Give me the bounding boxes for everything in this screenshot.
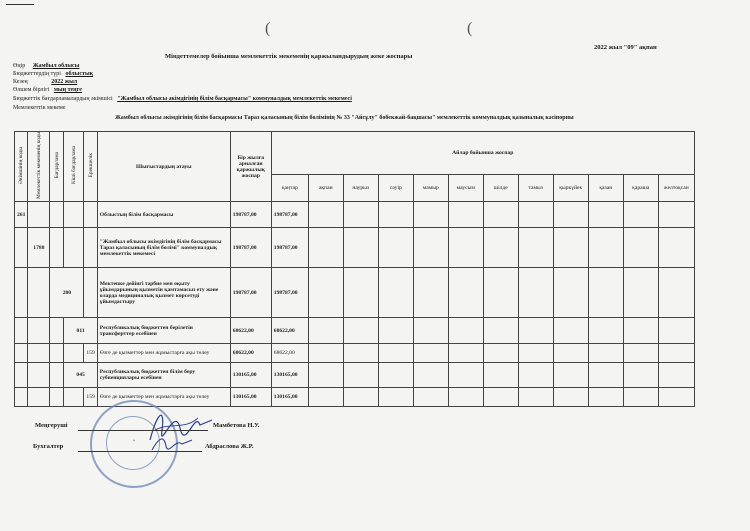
table-row bbox=[15, 318, 695, 344]
accountant-label: Бухгалтер bbox=[33, 443, 64, 450]
table-row bbox=[15, 268, 695, 318]
plan-table bbox=[14, 131, 695, 407]
month-header: қараша bbox=[623, 175, 658, 202]
document-date: 2022 жыл "09" ақпан bbox=[594, 44, 657, 51]
header-months-group: Айлар бойынша жоспар bbox=[271, 132, 694, 175]
month-header: ақпан bbox=[308, 175, 343, 202]
official-seal-image: ✦ bbox=[90, 400, 178, 488]
header-inst: Мемлекеттік мекеменің коды bbox=[28, 132, 50, 202]
jan-cell: 198787,00 bbox=[271, 202, 308, 228]
meta-value: мың теңге bbox=[53, 87, 82, 93]
name-cell: Мектепке дейінгі тәрбие мен оқыту ұйымдарының қызметін қамтамасыз ету және оларда медициналық қызмет көрсетуді ұйымдастыру bbox=[97, 268, 230, 318]
annual-cell: 68622,00 bbox=[230, 344, 271, 363]
head-signature-line bbox=[78, 430, 208, 431]
code-cell: 159 bbox=[84, 344, 97, 363]
scan-mark: ( bbox=[467, 20, 473, 37]
institution-name: Жамбыл облысы әкімдігінің білім басқармасы Тараз қаласының білім бөлімінің № 33 "Айсұлу" бөбекжай-бақшасы" мемлекеттік коммуналдық қазыналық кәсіпорны bbox=[115, 115, 574, 121]
head-name: Мамбетова Н.У. bbox=[213, 422, 260, 429]
code-cell: 1788 bbox=[28, 228, 50, 268]
annual-cell: 198787,00 bbox=[230, 268, 271, 318]
meta-label: Өңір bbox=[13, 63, 26, 69]
meta-label: Бюджеттердің түрі bbox=[13, 71, 61, 77]
name-cell: Өзге де қызметтер мен жұмыстарға ақы төлеу bbox=[97, 344, 230, 363]
name-cell: "Жамбыл облысы әкімдігінің білім басқармасы Тараз қаласының білім бөлімі" коммуналдық мемлекеттік мекемесі bbox=[97, 228, 230, 268]
month-header: шілде bbox=[483, 175, 518, 202]
meta-period bbox=[13, 78, 77, 86]
month-header: наурыз bbox=[343, 175, 378, 202]
code-cell: 200 bbox=[50, 268, 84, 318]
table-row bbox=[15, 344, 695, 363]
meta-unit bbox=[13, 86, 82, 94]
jan-cell: 198787,00 bbox=[271, 228, 308, 268]
header-func: Әкімшінің коды bbox=[15, 132, 28, 202]
jan-cell: 130165,00 bbox=[271, 363, 308, 388]
table-row bbox=[15, 228, 695, 268]
accountant-signature-line bbox=[78, 451, 202, 452]
jan-cell: 130165,00 bbox=[271, 388, 308, 407]
meta-region bbox=[13, 62, 79, 70]
month-header: қыркүйек bbox=[553, 175, 588, 202]
header-prog: Бағдарлама bbox=[50, 132, 64, 202]
annual-cell: 130165,00 bbox=[230, 388, 271, 407]
header-name: Шығыстардың атауы bbox=[97, 132, 230, 202]
head-label: Меңгеруші bbox=[35, 422, 68, 429]
meta-value: облыстық bbox=[65, 71, 94, 77]
month-header: маусым bbox=[448, 175, 483, 202]
header-spec: Ерекшелік bbox=[84, 132, 97, 202]
meta-admin bbox=[13, 95, 352, 103]
meta-label: Өлшем бірлігі bbox=[13, 87, 50, 93]
annual-cell: 198787,00 bbox=[230, 228, 271, 268]
meta-label: Кезең bbox=[13, 79, 28, 85]
month-header: мамыр bbox=[413, 175, 448, 202]
name-cell: Облыстың білім басқармасы bbox=[97, 202, 230, 228]
month-header: қаңтар bbox=[271, 175, 308, 202]
meta-value: 2022 жыл bbox=[51, 79, 78, 85]
code-cell: 261 bbox=[15, 202, 28, 228]
annual-cell: 130165,00 bbox=[230, 363, 271, 388]
accountant-name: Абдраслова Ж.Р. bbox=[205, 443, 254, 450]
header-annual: Бір жылға арналған қаржылық жоспар bbox=[230, 132, 271, 202]
meta-institution-label: Мемлекеттік мекеме bbox=[13, 105, 66, 111]
month-header: желтоқсан bbox=[658, 175, 694, 202]
code-cell: 011 bbox=[64, 318, 97, 344]
header-subprog: Кіші бағдарлама bbox=[64, 132, 84, 202]
table-row bbox=[15, 363, 695, 388]
name-cell: Республикалық бюджеттен берілетін трансферттер есебінен bbox=[97, 318, 230, 344]
annual-cell: 198787,00 bbox=[230, 202, 271, 228]
annual-cell: 68622,00 bbox=[230, 318, 271, 344]
code-cell: 159 bbox=[84, 388, 97, 407]
jan-cell: 198787,00 bbox=[271, 268, 308, 318]
meta-value: "Жамбыл облысы әкімдігінің білім басқармасы" коммуналдық мемлекеттік мекемесі bbox=[117, 96, 352, 102]
document-title: Міндеттемелер бойынша мемлекеттік мекеменің қаржыландырудың жеке жоспары bbox=[165, 53, 413, 60]
name-cell: Республикалық бюджеттен білім беру субвенциялары есебінен bbox=[97, 363, 230, 388]
month-header: қазан bbox=[588, 175, 623, 202]
meta-budget-type bbox=[13, 70, 93, 78]
code-cell: 045 bbox=[64, 363, 97, 388]
jan-cell: 68622,00 bbox=[271, 318, 308, 344]
month-header: тамыз bbox=[518, 175, 553, 202]
signature-accountant-image bbox=[148, 432, 208, 457]
meta-value: Жамбыл облысы bbox=[32, 63, 80, 69]
table-row bbox=[15, 202, 695, 228]
meta-label: Бюджеттік бағдарламалардың әкімшісі bbox=[13, 96, 113, 102]
name-cell: Өзге де қызметтер мен жұмыстарға ақы төлеу bbox=[97, 388, 230, 407]
scan-mark: ( bbox=[265, 20, 271, 37]
jan-cell: 68622,00 bbox=[271, 344, 308, 363]
month-header: сәуір bbox=[378, 175, 413, 202]
top-rule bbox=[6, 4, 34, 5]
